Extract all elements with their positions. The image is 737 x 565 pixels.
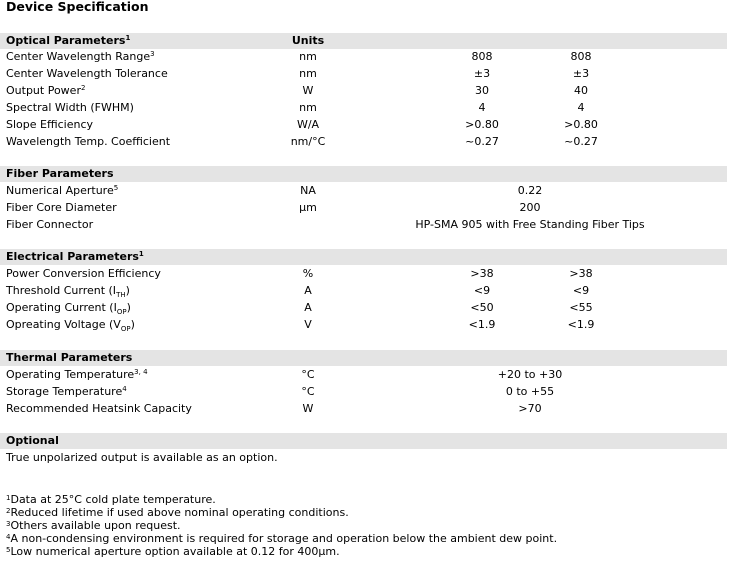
label-subscript: OP <box>116 308 127 317</box>
electrical-row-unit: A <box>304 301 312 314</box>
fiber-row <box>0 216 727 233</box>
optional-header-row <box>0 432 727 449</box>
footnote-text: Others available upon request. <box>10 519 181 532</box>
fiber-row-unit: µm <box>299 201 317 214</box>
electrical-row <box>0 282 727 299</box>
thermal-row <box>0 366 727 383</box>
electrical-row-value-2: <1.9 <box>567 318 595 331</box>
optical-row <box>0 99 727 116</box>
fiber-row-label <box>6 216 93 233</box>
fiber-row-label <box>6 182 118 199</box>
fiber-row-value: 0.22 <box>517 184 543 197</box>
fiber-row-value: 200 <box>519 201 541 214</box>
footnote-text: Reduced lifetime if used above nominal operating conditions. <box>10 506 349 519</box>
thermal-row-value: +20 to +30 <box>497 368 563 381</box>
optical-row <box>0 116 727 133</box>
fiber-header-row <box>0 165 727 182</box>
optical-row-unit: nm <box>299 50 317 63</box>
footnote-number: 3 <box>6 520 11 528</box>
electrical-row-value-1: <9 <box>473 284 491 297</box>
label-text: Slope Efficiency <box>6 118 94 131</box>
optional-header: Optional <box>6 434 59 447</box>
fiber-header: Fiber Parameters <box>6 167 114 180</box>
thermal-row-unit: °C <box>301 385 315 398</box>
footnote <box>6 519 181 532</box>
optical-header-row <box>0 32 727 49</box>
footnote-number: 4 <box>6 533 11 541</box>
electrical-row-value-2: <55 <box>569 301 593 314</box>
electrical-row <box>0 316 727 333</box>
footnote <box>6 532 557 545</box>
electrical-row-unit: V <box>304 318 312 331</box>
fiber-row <box>0 199 727 216</box>
footnote <box>6 545 340 558</box>
optical-row-value-1: ±3 <box>473 67 491 80</box>
label-text: Operating Temperature <box>6 368 135 381</box>
optical-row <box>0 133 727 150</box>
electrical-row-value-1: >38 <box>470 267 494 280</box>
thermal-row-label <box>6 400 192 417</box>
optical-row-value-1: ~0.27 <box>465 135 499 148</box>
electrical-row-value-2: <9 <box>572 284 590 297</box>
label-superscript: 5 <box>113 184 119 192</box>
optical-row-value-1: 4 <box>478 101 486 114</box>
optical-row-label <box>6 99 134 116</box>
label-superscript: 4 <box>122 385 127 393</box>
electrical-row <box>0 299 727 316</box>
optical-row <box>0 82 727 99</box>
optical-row-value-2: 808 <box>570 50 592 63</box>
label-superscript: 3, 4 <box>134 368 148 376</box>
electrical-header-row <box>0 248 727 265</box>
label-text: Output Power <box>6 84 81 97</box>
optical-row <box>0 65 727 82</box>
optical-row-label <box>6 65 168 82</box>
label-text: Center Wavelength Range <box>6 50 151 63</box>
thermal-row-unit: W <box>302 402 314 415</box>
thermal-row-unit: °C <box>301 368 315 381</box>
units-header: Units <box>291 34 325 47</box>
footnote-text: Data at 25°C cold plate temperature. <box>10 493 216 506</box>
electrical-row-value-1: <1.9 <box>468 318 496 331</box>
optical-row-value-2: >0.80 <box>564 118 598 131</box>
electrical-row-label: Operating Current $(I_{OP})$ <box>6 301 131 317</box>
optical-row-value-2: 40 <box>574 84 588 97</box>
optical-row-value-1: 808 <box>471 50 493 63</box>
optional-text: True unpolarized output is available as an option. <box>6 451 278 464</box>
thermal-row <box>0 400 727 417</box>
label-text: Numerical Aperture <box>6 184 114 197</box>
fiber-row-value: HP-SMA 905 with Free Standing Fiber Tips <box>415 218 645 231</box>
footnote-number: 1 <box>6 494 11 502</box>
footnote-text: A non-condensing environment is required for storage and operation below the ambient dew point. <box>10 532 558 545</box>
electrical-row-value-1: <50 <box>470 301 494 314</box>
thermal-row-value: 0 to +55 <box>505 385 555 398</box>
footnote-number: 2 <box>6 507 11 515</box>
label-text: Power Conversion Efficiency <box>6 267 161 280</box>
fiber-row-label <box>6 199 117 216</box>
label-superscript: 2 <box>80 84 86 92</box>
thermal-row-label <box>6 366 148 383</box>
fiber-row <box>0 182 727 199</box>
thermal-header-row <box>0 349 727 366</box>
electrical-row-unit: % <box>302 267 314 280</box>
footnote-number: 5 <box>6 546 11 554</box>
electrical-row-label <box>6 265 161 282</box>
label-text: Storage Temperature <box>6 385 123 398</box>
label-text: Threshold Current (I <box>6 284 117 297</box>
thermal-row-label <box>6 383 127 400</box>
page-title: Device Specification <box>6 0 149 14</box>
optical-row-label <box>6 82 85 99</box>
electrical-row-label: Threshold Current $(I_{TH})$ <box>6 284 130 300</box>
optical-row-value-2: 4 <box>577 101 585 114</box>
optical-row-label <box>6 48 155 65</box>
optical-row-value-2: ±3 <box>572 67 590 80</box>
label-text: Operating Current (I <box>6 301 117 314</box>
label-subscript: OP <box>120 325 131 334</box>
label-subscript: TH <box>116 291 126 300</box>
optical-row-value-2: ~0.27 <box>564 135 598 148</box>
label-text: Opreating Voltage (V <box>6 318 121 331</box>
thermal-row <box>0 383 727 400</box>
optical-row-unit: nm <box>299 101 317 114</box>
footnote <box>6 506 349 519</box>
footnote <box>6 493 216 506</box>
fiber-row-unit: NA <box>300 184 316 197</box>
footnote-text: Low numerical aperture option available at 0.12 for 400µm. <box>10 545 340 558</box>
optical-header: Optical Parameters$^1$ <box>6 34 131 47</box>
electrical-row-unit: A <box>304 284 312 297</box>
optical-row <box>0 48 727 65</box>
thermal-row-value: >70 <box>518 402 542 415</box>
thermal-header: Thermal Parameters <box>6 351 133 364</box>
label-superscript: 3 <box>150 50 155 58</box>
label-text: Center Wavelength Tolerance <box>6 67 168 80</box>
label-text: Fiber Core Diameter <box>6 201 117 214</box>
optical-row-value-1: >0.80 <box>465 118 499 131</box>
optical-row-unit: W <box>302 84 314 97</box>
optical-row-label <box>6 133 170 150</box>
label-text: Wavelength Temp. Coefficient <box>6 135 171 148</box>
label-text: Recommended Heatsink Capacity <box>6 402 192 415</box>
electrical-row-label: Opreating Voltage $(V_{OP})$ <box>6 318 135 334</box>
label-text: Spectral Width (FWHM) <box>6 101 134 114</box>
optical-row-unit: nm/°C <box>290 135 326 148</box>
label-text: Fiber Connector <box>6 218 94 231</box>
optional-text-row <box>0 449 727 466</box>
optical-row-label <box>6 116 93 133</box>
optical-row-unit: nm <box>299 67 317 80</box>
optical-row-value-1: 30 <box>475 84 489 97</box>
electrical-header: Electrical Parameters$^1$ <box>6 250 144 263</box>
electrical-row-value-2: >38 <box>569 267 593 280</box>
optical-row-unit: W/A <box>296 118 320 131</box>
electrical-row <box>0 265 727 282</box>
